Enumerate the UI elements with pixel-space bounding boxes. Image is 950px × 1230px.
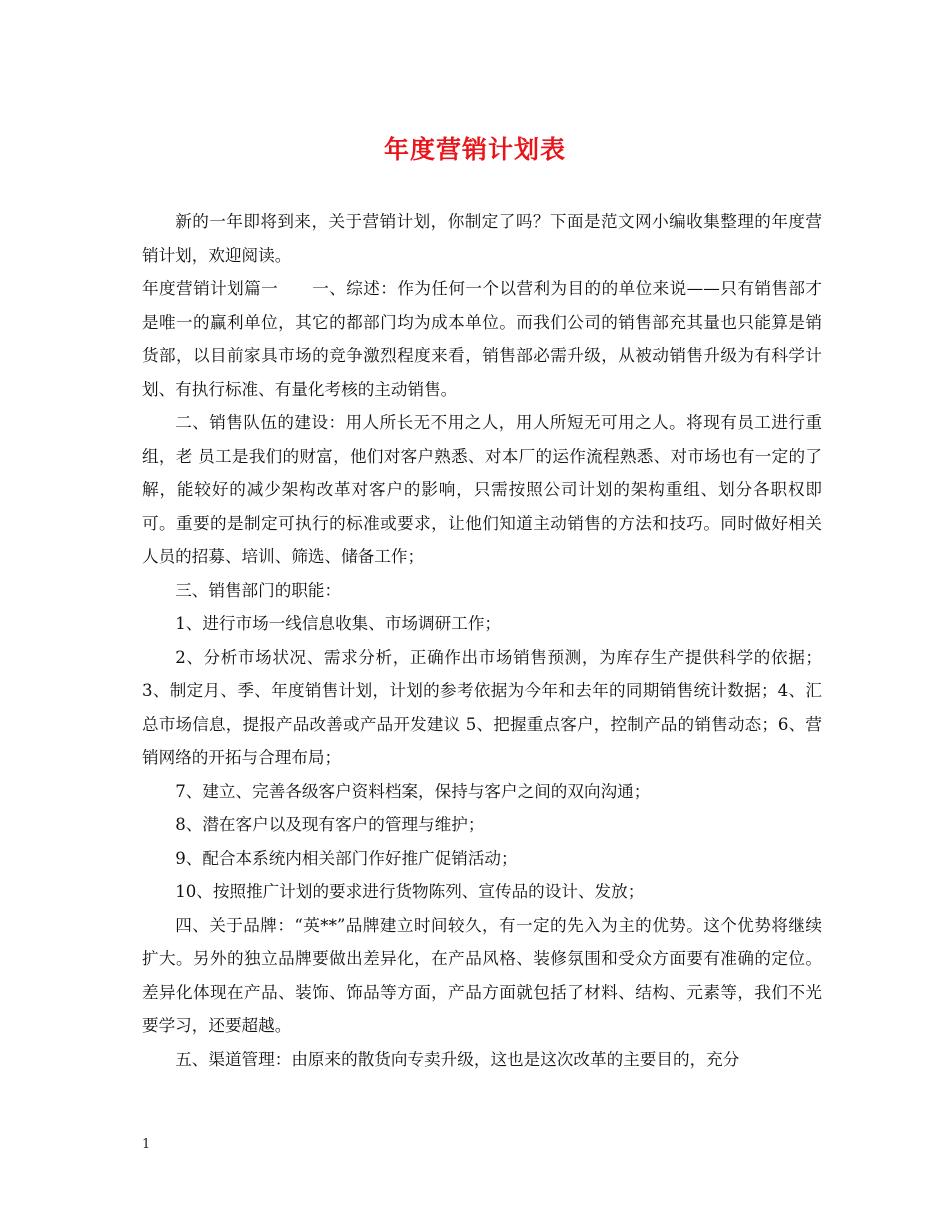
paragraph-overview: 年度营销计划篇一 一、综述：作为任何一个以营利为目的的单位来说——只有销售部才是唯一的赢利单位，其它的都部门均为成本单位。而我们公司的销售部充其量也只能算是销货部，以目前家具市场的竞争激烈程度来看，销售部必需升级，从被动销售升级为有科学计划、有执行标准、有量化考核的主动销售。 xyxy=(142,279,822,399)
paragraph-item-2-6: 2、分析市场状况、需求分析，正确作出市场销售预测，为库存生产提供科学的依据；3、制定月、季、年度销售计划，计划的参考依据为今年和去年的同期销售统计数据；4、汇总市场信息，提报产品改善或产品开发建议 5、把握重点客户，控制产品的销售动态；6、营销网络的开拓与合理布局； xyxy=(142,647,822,767)
document-body xyxy=(142,205,822,1076)
paragraph-team-building: 二、销售队伍的建设：用人所长无不用之人，用人所短无可用之人。将现有员工进行重组，老 员工是我们的财富，他们对客户熟悉、对本厂的运作流程熟悉、对市场也有一定的了解，能较好的减少架构改革对客户的影响，只需按照公司计划的架构重组、划分各职权即可。重要的是制定可执行的标准或要求，让他们知道主动销售的方法和技巧。同时做好相关人员的招募、培训、筛选、储备工作； xyxy=(142,413,822,566)
paragraph-brand: 四、关于品牌：“英**”品牌建立时间较久，有一定的先入为主的优势。这个优势将继续扩大。另外的独立品牌要做出差异化，在产品风格、装修氛围和受众方面要有准确的定位。差异化体现在产品、装饰、饰品等方面，产品方面就包括了材料、结构、元素等，我们不光要学习，还要超越。 xyxy=(142,915,822,1035)
paragraph-intro: 新的一年即将到来，关于营销计划，你制定了吗？下面是范文网小编收集整理的年度营销计划，欢迎阅读。 xyxy=(142,212,822,265)
page-number: 1 xyxy=(142,1137,151,1152)
paragraph-department-functions: 三、销售部门的职能： xyxy=(175,580,342,600)
document-title: 年度营销计划表 xyxy=(383,135,566,164)
paragraph-item-8: 8、潜在客户以及现有客户的管理与维护； xyxy=(175,815,485,834)
paragraph-item-7: 7、建立、完善各级客户资料档案，保持与客户之间的双向沟通； xyxy=(175,781,651,801)
paragraph-channel: 五、渠道管理：由原来的散货向专卖升级，这也是这次改革的主要目的，充分 xyxy=(175,1049,740,1069)
paragraph-item-9: 9、配合本系统内相关部门作好推广促销活动； xyxy=(175,848,518,868)
paragraph-item-10: 10、按照推广计划的要求进行货物陈列、宣传品的设计、发放； xyxy=(175,882,645,901)
paragraph-item-1: 1、进行市场一线信息收集、市场调研工作； xyxy=(175,614,502,633)
